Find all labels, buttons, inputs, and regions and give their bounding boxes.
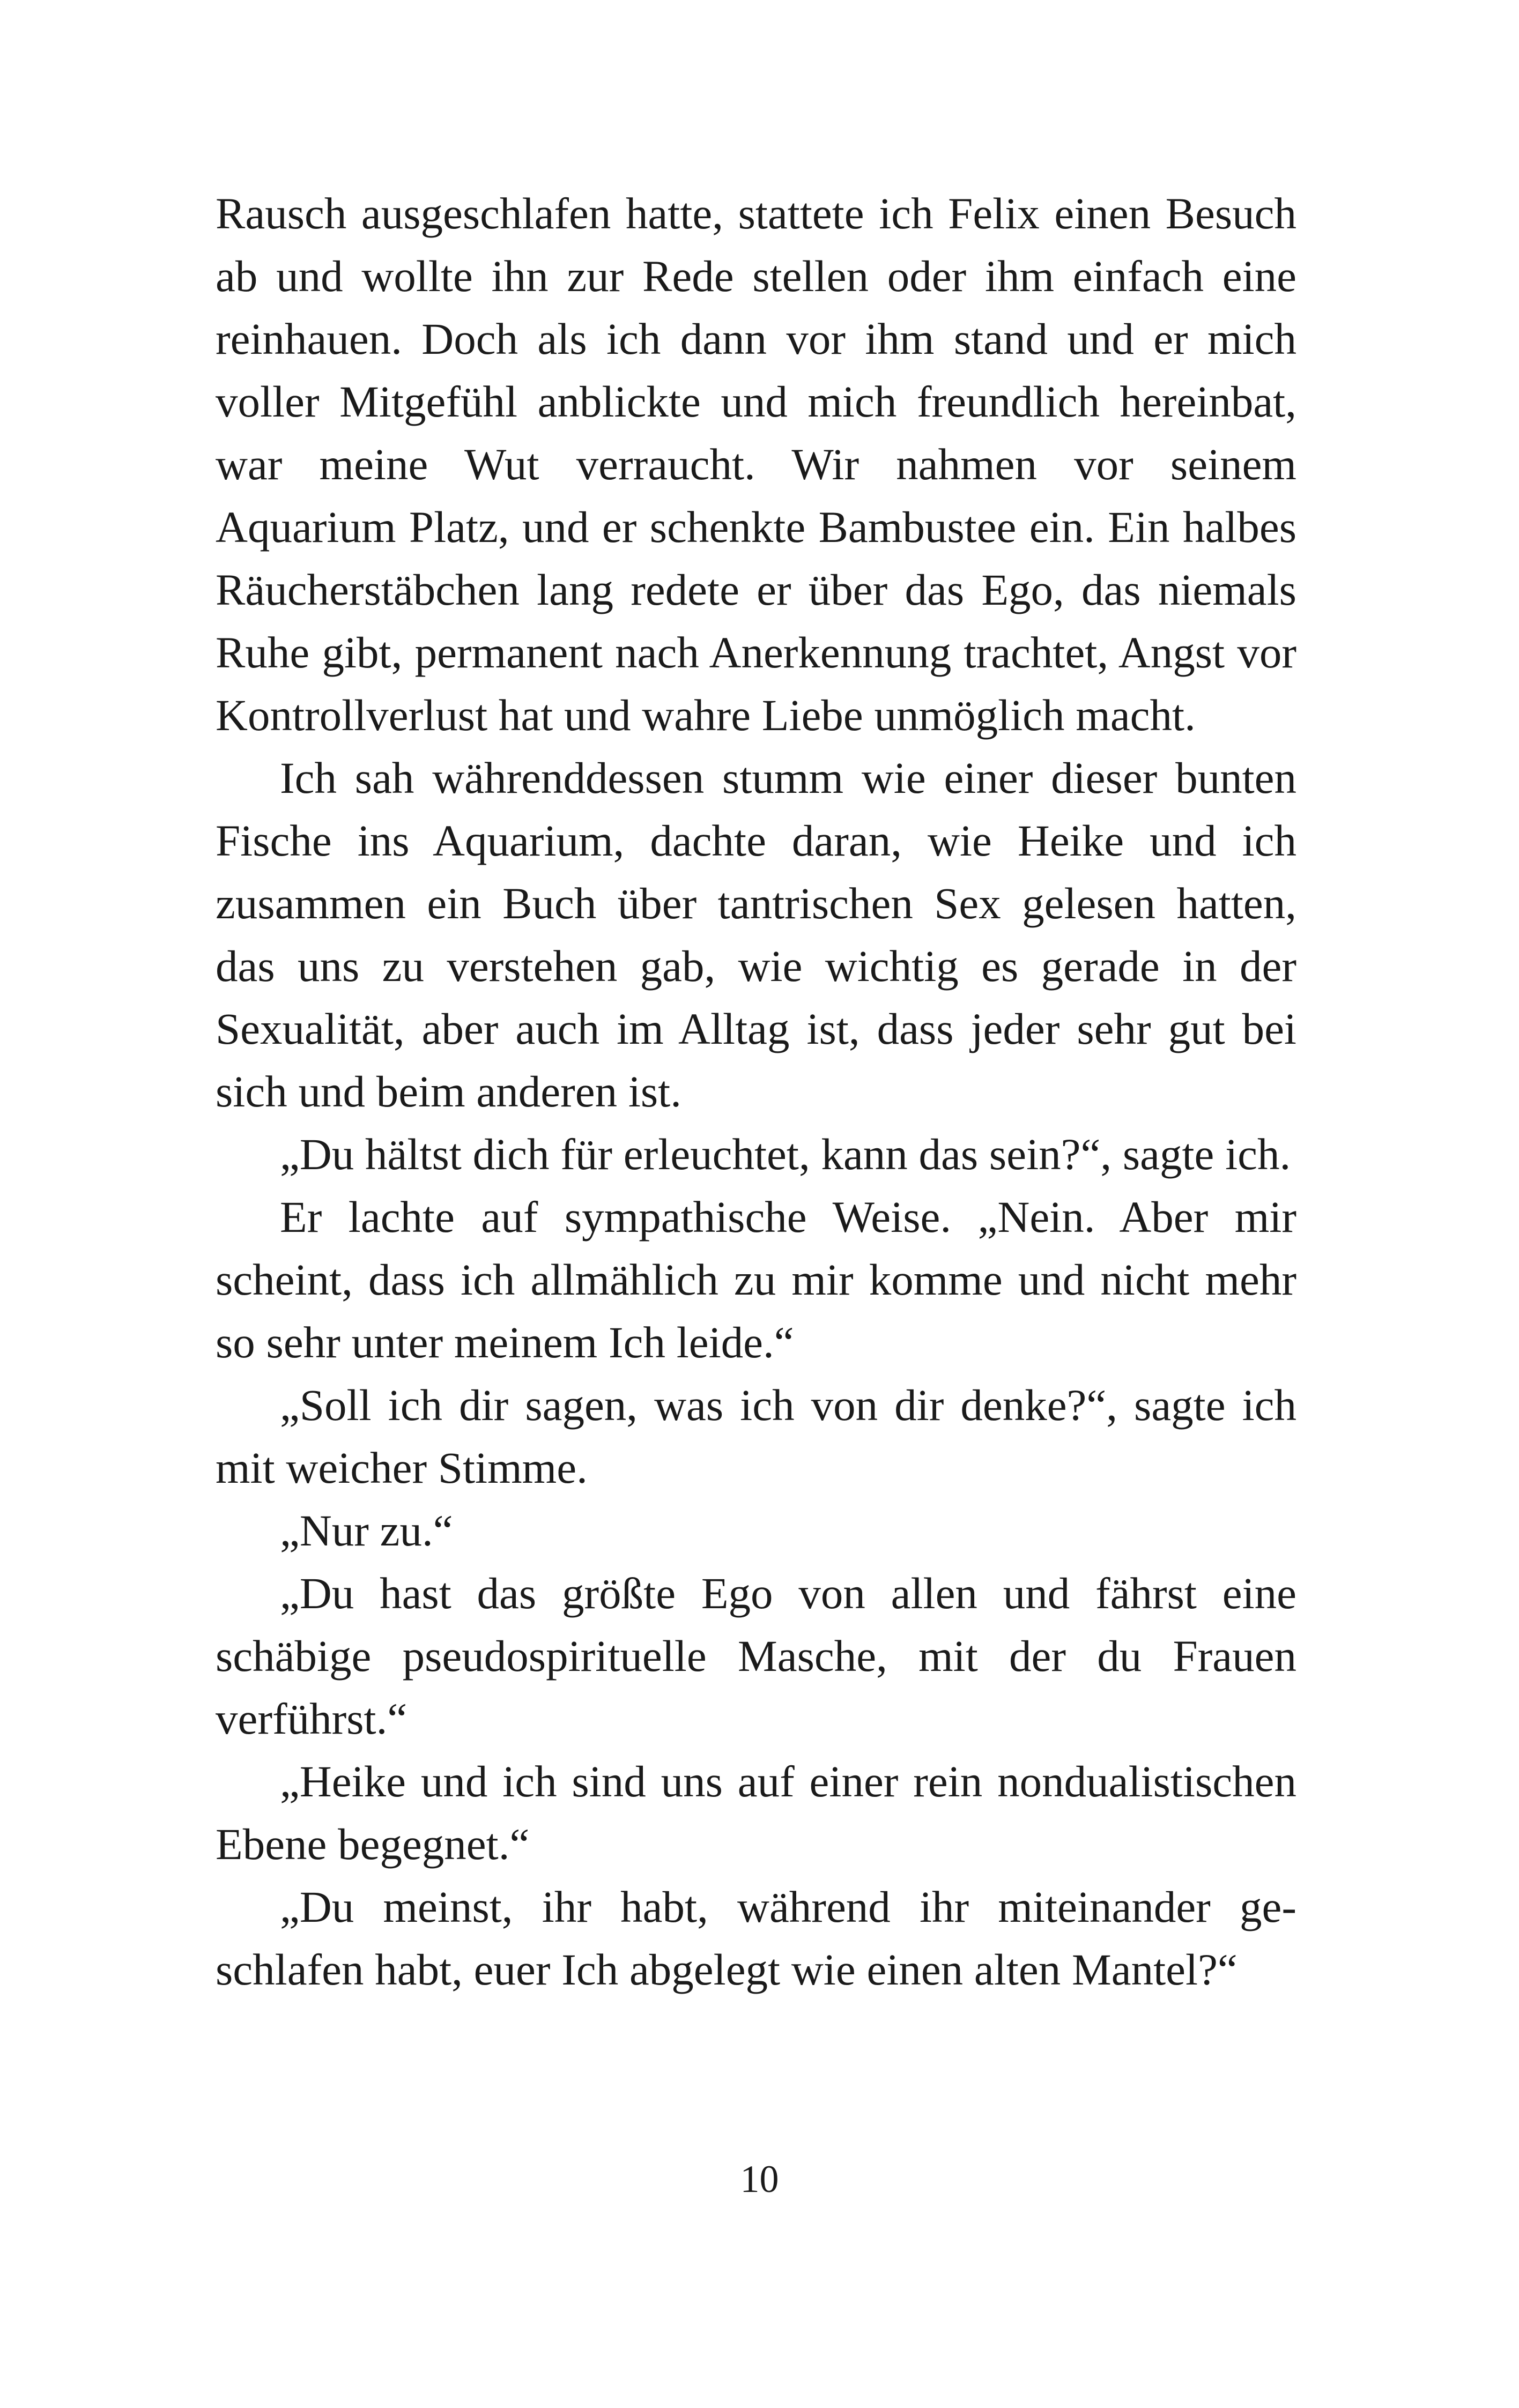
paragraph-2: Ich sah währenddessen stumm wie einer dieser bunten Fische ins Aquarium, dachte daran, wie Heike und ich zusammen ein Buch über tantrischen Sex gelesen hatten, das uns zu verstehen gab, wie wichtig es gerade in der Sexualität, aber auch im Alltag ist, dass jeder sehr gut bei sich und beim anderen ist. [216,753,1296,1116]
paragraph-1: Rausch ausgeschlafen hatte, stattete ich Felix einen Besuch ab und wollte ihn zur Rede stellen oder ihm einfach eine reinhauen. Doch als ich dann vor ihm stand und er mich voller Mitgefühl anblickte und mich freundlich hereinbat, war meine Wut verraucht. Wir nahmen vor seinem Aquarium Platz, und er schenkte Bambustee ein. Ein halbes Räucherstäbchen lang redete er über das Ego, das niemals Ruhe gibt, permanent nach Anerkennung trachtet, Angst vor Kontrollverlust hat und wahre Liebe unmöglich macht. [216,189,1296,740]
paragraph-6: „Nur zu.“ [280,1506,453,1555]
paragraph-5: „Soll ich dir sagen, was ich von dir denke?“, sagte ich mit weicher Stimme. [216,1380,1296,1492]
paragraph-8: „Heike und ich sind uns auf einer rein nondualistischen Ebene begegnet.“ [216,1757,1296,1869]
body-text [216,182,1296,2001]
paragraph-4: Er lachte auf sympathische Weise. „Nein. Aber mir scheint, dass ich allmählich zu mir komme und nicht mehr so sehr unter meinem Ich leide.“ [216,1192,1296,1367]
paragraph-3: „Du hältst dich für erleuchtet, kann das sein?“, sagte ich. [280,1129,1291,1179]
paragraph-7: „Du hast das größte Ego von allen und fährst eine schäbige pseudospirituelle Masche, mit der du Frauen verführst.“ [216,1569,1296,1743]
paragraph-9: „Du meinst, ihr habt, während ihr miteinander geschlafen habt, euer Ich abgelegt wie einen alten Mantel?“ [216,1882,1296,1994]
page-number: 10 [740,2158,779,2201]
